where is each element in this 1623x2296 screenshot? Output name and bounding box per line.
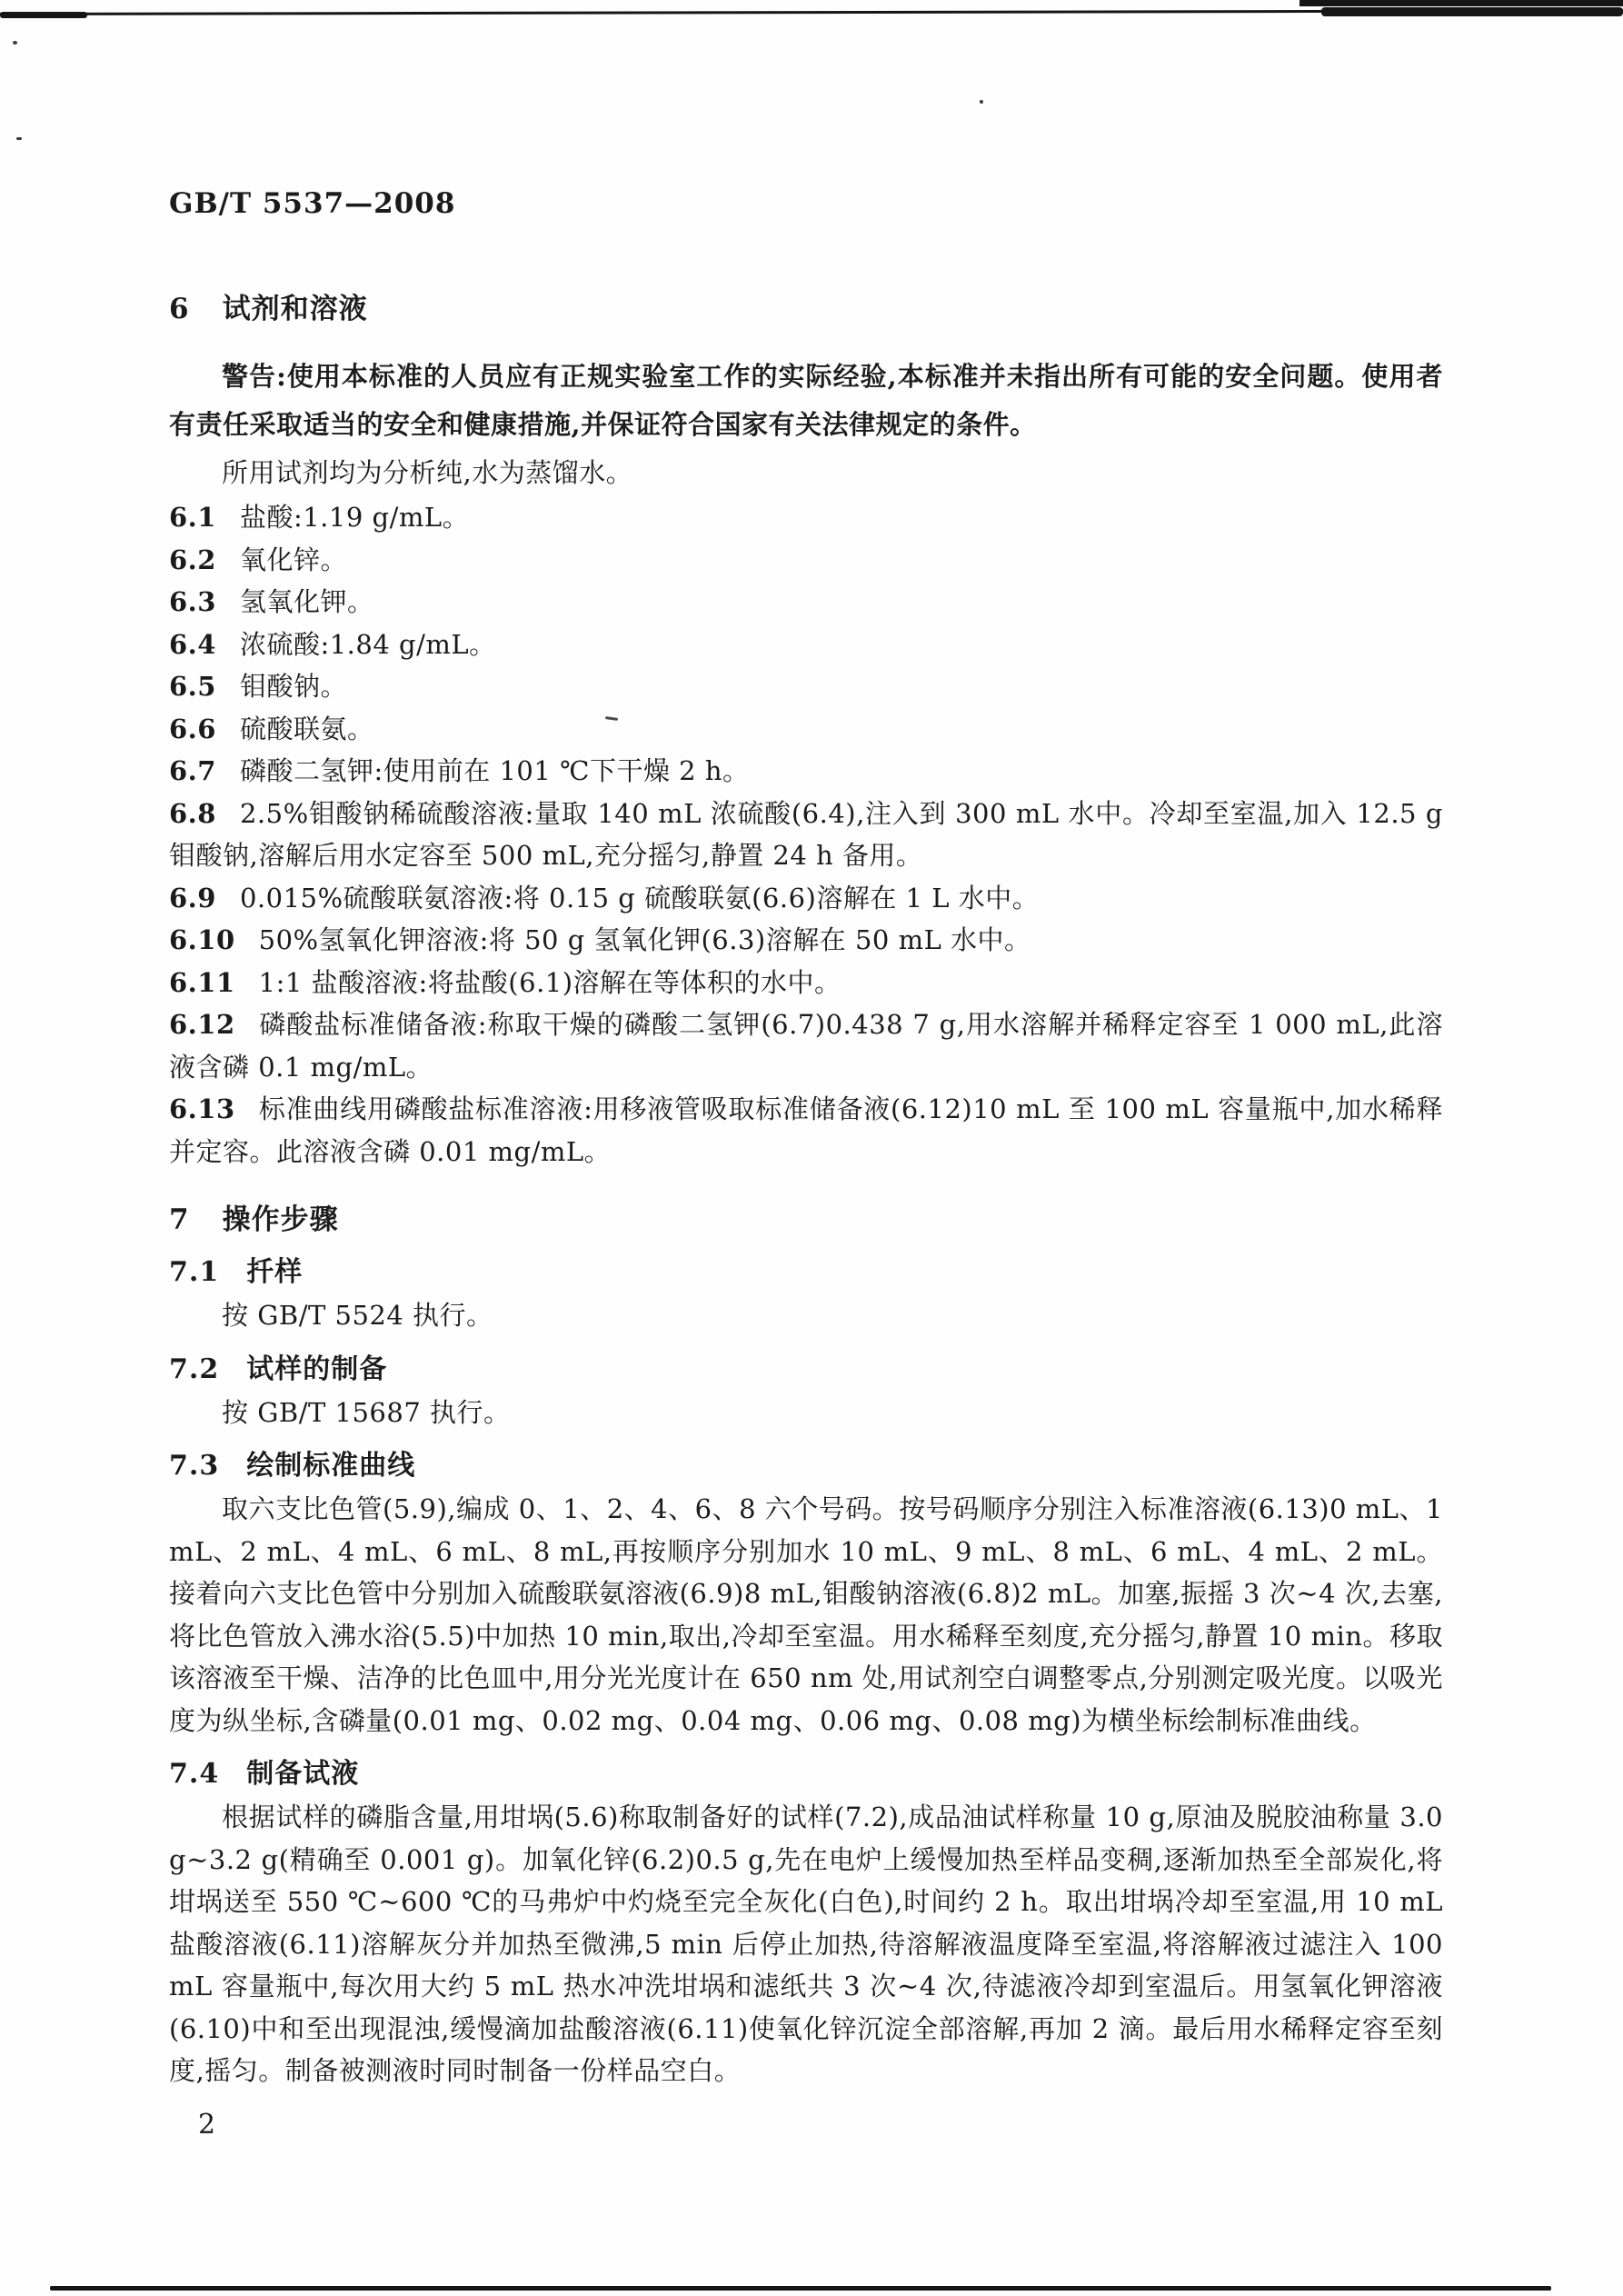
scan-artifact-top-left-blob [0,12,87,18]
warning-paragraph: 警告:使用本标准的人员应有正规实验室工作的实际经验,本标准并未指出所有可能的安全问题。使用者有责任采取适当的安全和健康措施,并保证符合国家有关法律规定的条件。 [169,361,1443,440]
clause-6-7 [169,750,1443,793]
clause-number: 6.11 [169,966,235,998]
clause-6-11 [169,962,1443,1004]
clause-text: 1:1 盐酸溶液:将盐酸(6.1)溶解在等体积的水中。 [258,966,841,998]
section-6-number: 6 [169,293,190,325]
clause-number: 6.4 [169,628,216,660]
subsection-number: 7.3 [169,1450,220,1482]
clause-text: 钼酸钠。 [239,671,347,702]
subsection-7-4-body: 根据试样的磷脂含量,用坩埚(5.6)称取制备好的试样(7.2),成品油试样称量 10 g,原油及脱胶油称量 3.0 g~3.2 g(精确至 0.001 g)。加氧化锌(6.2)0.5 g,先在电炉上缓慢加热至样品变稠,逐渐加热至全部炭化,将坩埚送至 550 ℃~600 ℃的马弗炉中灼烧至完全灰化(白色),时间约 2 h。取出坩埚冷却至室温,用 10 mL 盐酸溶液(6.11)溶解灰分并加热至微沸,5 min 后停止加热,待溶解液温度降至室温,将溶解液过滤注入 100 mL 容量瓶中,每次用大约 5 mL 热水冲洗坩埚和滤纸共 3 次~4 次,待滤液冷却到室温后。用氢氧化钾溶液(6.10)中和至出现混浊,缓慢滴加盐酸溶液(6.11)使氧化锌沉淀全部溶解,再加 2 滴。最后用水稀释定容至刻度,摇匀。制备被测液时同时制备一份样品空白。 [169,1802,1443,2086]
clause-text: 磷酸盐标准储备液:称取干燥的磷酸二氢钾(6.7)0.438 7 g,用水溶解并稀释定容至 1 000 mL,此溶液含磷 0.1 mg/mL。 [169,1009,1443,1083]
subsection-title: 制备试液 [246,1758,360,1790]
clause-text: 浓硫酸:1.84 g/mL。 [239,628,496,660]
clause-number: 6.10 [169,924,235,955]
subsection-number: 7.1 [169,1256,220,1288]
clause-number: 6.1 [169,502,216,533]
subsection-7-1-heading [169,1251,1443,1294]
subsection-7-3-heading [169,1444,1443,1488]
subsection-number: 7.2 [169,1353,220,1385]
standard-code: GB/T 5537—2008 [169,187,456,220]
clause-text: 氢氧化钾。 [239,586,374,617]
subsection-title: 扦样 [246,1256,304,1288]
clause-6-8 [169,793,1443,877]
clause-6-6 [169,708,1443,751]
scan-speck [16,137,22,140]
scan-speck [13,41,17,45]
section-7-title: 操作步骤 [222,1203,339,1236]
subsection-7-3-body: 取六支比色管(5.9),编成 0、1、2、4、6、8 六个号码。按号码顺序分别注入标准溶液(6.13)0 mL、1 mL、2 mL、4 mL、6 mL、8 mL,再按顺序分别加水 10 mL、9 mL、8 mL、6 mL、4 mL、2 mL。接着向六支比色管中分别加入硫酸联氨溶液(6.9)8 mL,钼酸钠溶液(6.8)2 mL。加塞,振摇 3 次~4 次,去塞,将比色管放入沸水浴(5.5)中加热 10 min,取出,冷却至室温。用水稀释至刻度,充分摇匀,静置 10 min。移取该溶液至干燥、洁净的比色皿中,用分光光度计在 650 nm 处,用试剂空白调整零点,分别测定吸光度。以吸光度为纵坐标,含磷量(0.01 mg、0.02 mg、0.04 mg、0.06 mg、0.08 mg)为横坐标绘制标准曲线。 [169,1493,1443,1736]
clause-6-3 [169,581,1443,624]
scan-artifact-top-bar [1299,0,1623,6]
clause-text: 0.015%硫酸联氨溶液:将 0.15 g 硫酸联氨(6.6)溶解在 1 L 水中。 [239,882,1040,913]
clause-number: 6.6 [169,713,216,744]
clause-text: 磷酸二氢钾:使用前在 101 ℃下干燥 2 h。 [239,755,750,786]
section-7-heading [169,1200,1443,1240]
clause-text: 50%氢氧化钾溶液:将 50 g 氢氧化钾(6.3)溶解在 50 mL 水中。 [258,924,1031,955]
scan-artifact-bottom-line [50,2286,1551,2291]
subsection-7-1-body: 按 GB/T 5524 执行。 [222,1300,493,1331]
section-6-heading [169,289,1443,329]
clause-6-5 [169,665,1443,708]
clause-number: 6.13 [169,1093,235,1124]
clause-text: 2.5%钼酸钠稀硫酸溶液:量取 140 mL 浓硫酸(6.4),注入到 300 mL 水中。冷却至室温,加入 12.5 g 钼酸钠,溶解后用水定容至 500 mL,充分摇匀,静置 24 h 备用。 [169,797,1443,871]
clause-number: 6.8 [169,797,216,829]
clause-text: 标准曲线用磷酸盐标准溶液:用移液管吸取标准储备液(6.12)10 mL 至 100 mL 容量瓶中,加水稀释并定容。此溶液含磷 0.01 mg/mL。 [169,1093,1443,1167]
clause-6-2 [169,539,1443,582]
reagent-note: 所用试剂均为分析纯,水为蒸馏水。 [222,457,633,488]
section-7-number: 7 [169,1203,190,1236]
clause-text: 盐酸:1.19 g/mL。 [239,502,470,533]
clause-number: 6.12 [169,1009,235,1040]
subsection-title: 试样的制备 [246,1353,388,1385]
scan-artifact-top-right-blob [1321,7,1623,16]
subsection-number: 7.4 [169,1758,220,1790]
subsection-7-4-heading [169,1752,1443,1796]
clause-number: 6.5 [169,671,216,702]
subsection-title: 绘制标准曲线 [246,1450,416,1482]
scan-speck [980,100,983,104]
clause-text: 硫酸联氨。 [239,713,374,744]
page-content [169,187,1443,2141]
clause-6-4 [169,624,1443,666]
clause-6-1 [169,496,1443,539]
clause-6-12 [169,1003,1443,1088]
subsection-7-2-body: 按 GB/T 15687 执行。 [222,1396,511,1428]
clause-6-10 [169,919,1443,962]
clause-number: 6.7 [169,755,216,786]
page-number: 2 [198,2108,216,2141]
clause-number: 6.9 [169,882,216,913]
section-6-title: 试剂和溶液 [222,293,368,325]
clause-6-13 [169,1088,1443,1173]
clause-6-9 [169,877,1443,920]
clause-number: 6.3 [169,586,216,617]
clause-number: 6.2 [169,544,216,575]
clause-text: 氧化锌。 [239,544,347,575]
subsection-7-2-heading [169,1348,1443,1392]
